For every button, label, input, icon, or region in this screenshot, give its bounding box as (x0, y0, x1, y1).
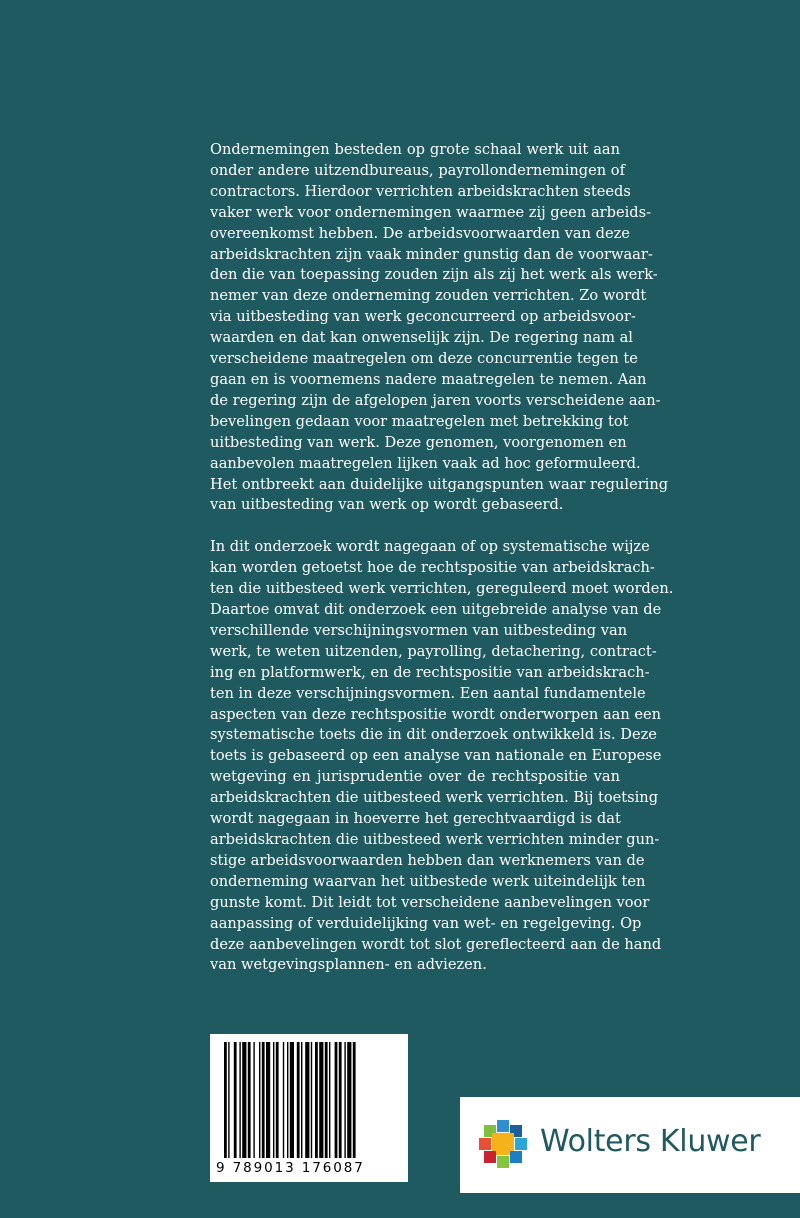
blurb-line: aanbevolen maatregelen lijken vaak ad hoc geformuleerd. (210, 454, 641, 472)
blurb-line: gaan en is voornemens nadere maatregelen te nemen. Aan (210, 370, 647, 388)
blurb-line: werk, te weten uitzenden, payrolling, detachering, contract- (210, 642, 657, 660)
blurb-paragraph-2 (210, 537, 674, 976)
wolters-kluwer-globe-icon (476, 1117, 530, 1171)
blurb-line: ing en platformwerk, en de rechtspositie van arbeidskrach- (210, 663, 650, 681)
blurb-line: kan worden getoetst hoe de rechtspositie van arbeidskrach- (210, 559, 655, 577)
blurb-line: stige arbeidsvoorwaarden hebben dan werknemers van de (210, 851, 645, 869)
blurb-line: de regering zijn de afgelopen jaren voorts verscheidene aan- (210, 391, 661, 409)
blurb-line: verschillende verschijningsvormen van uitbesteding van (210, 621, 628, 639)
blurb-line: uitbesteding van werk. Deze genomen, voorgenomen en (210, 433, 627, 451)
blurb-line: gunste komt. Dit leidt tot verscheidene aanbevelingen voor (210, 893, 650, 911)
blurb-line: wetgeving en jurisprudentie over de rechtspositie van (210, 768, 620, 786)
blurb-line: arbeidskrachten die uitbesteed werk verrichten. Bij toetsing (210, 789, 659, 807)
blurb-line: onder andere uitzendbureaus, payrollondernemingen of (210, 161, 625, 179)
blurb-line: toets is gebaseerd op een analyse van nationale en Europese (210, 747, 662, 765)
blurb-line: aspecten van deze rechtspositie wordt onderworpen aan een (210, 705, 662, 723)
blurb-line: Het ontbreekt aan duidelijke uitgangspunten waar regulering (210, 475, 669, 493)
blurb-line: bevelingen gedaan voor maatregelen met betrekking tot (210, 412, 629, 430)
blurb-line: Ondernemingen besteden op grote schaal werk uit aan (210, 141, 620, 158)
blurb-line: aanpassing of verduidelijking van wet- en regelgeving. Op (210, 914, 642, 932)
blurb-line: verscheidene maatregelen om deze concurrentie tegen te (210, 350, 638, 368)
blurb-paragraph-1 (210, 140, 669, 516)
blurb-line: Daartoe omvat dit onderzoek een uitgebreide analyse van de (210, 601, 662, 619)
blurb-line: systematische toets die in dit onderzoek ontwikkeld is. Deze (210, 726, 657, 744)
blurb-line: arbeidskrachten die uitbesteed werk verrichten minder gun- (210, 831, 660, 848)
isbn-barcode (210, 1034, 408, 1182)
blurb-line: ten die uitbesteed werk verrichten, gereguleerd moet worden. (210, 580, 674, 598)
publisher-name: Wolters Kluwer (540, 1124, 761, 1159)
blurb-line: waarden en dat kan onwenselijk zijn. De regering nam al (210, 329, 633, 347)
blurb-line: wordt nagegaan in hoeverre het gerechtvaardigd is dat (210, 810, 621, 828)
blurb-line: via uitbesteding van werk geconcurreerd op arbeidsvoor- (210, 308, 636, 326)
blurb-line: den die van toepassing zouden zijn als zij het werk als werk- (210, 266, 658, 284)
blurb-line: deze aanbevelingen wordt tot slot gereflecteerd aan de hand (210, 935, 662, 953)
blurb-line: van uitbesteding van werk op wordt gebaseerd. (210, 496, 564, 514)
blurb-line: arbeidskrachten zijn vaak minder gunstig dan de voorwaar- (210, 245, 653, 263)
barcode-digits: 9 789013 176087 (216, 1160, 365, 1176)
blurb-line: nemer van deze onderneming zouden verrichten. Zo wordt (210, 287, 647, 305)
blurb-line: onderneming waarvan het uitbestede werk uiteindelijk ten (210, 872, 646, 890)
blurb-line: contractors. Hierdoor verrichten arbeidskrachten steeds (210, 182, 631, 200)
blurb-text (210, 140, 674, 976)
blurb-line: ten in deze verschijningsvormen. Een aantal fundamentele (210, 684, 646, 702)
blurb-line: In dit onderzoek wordt nagegaan of op systematische wijze (210, 538, 650, 556)
blurb-line: van wetgevingsplannen- en adviezen. (210, 956, 487, 974)
blurb-line: overeenkomst hebben. De arbeidsvoorwaarden van deze (210, 224, 630, 242)
blurb-line: vaker werk voor ondernemingen waarmee zij geen arbeids- (210, 203, 652, 221)
publisher-panel (460, 1097, 800, 1193)
